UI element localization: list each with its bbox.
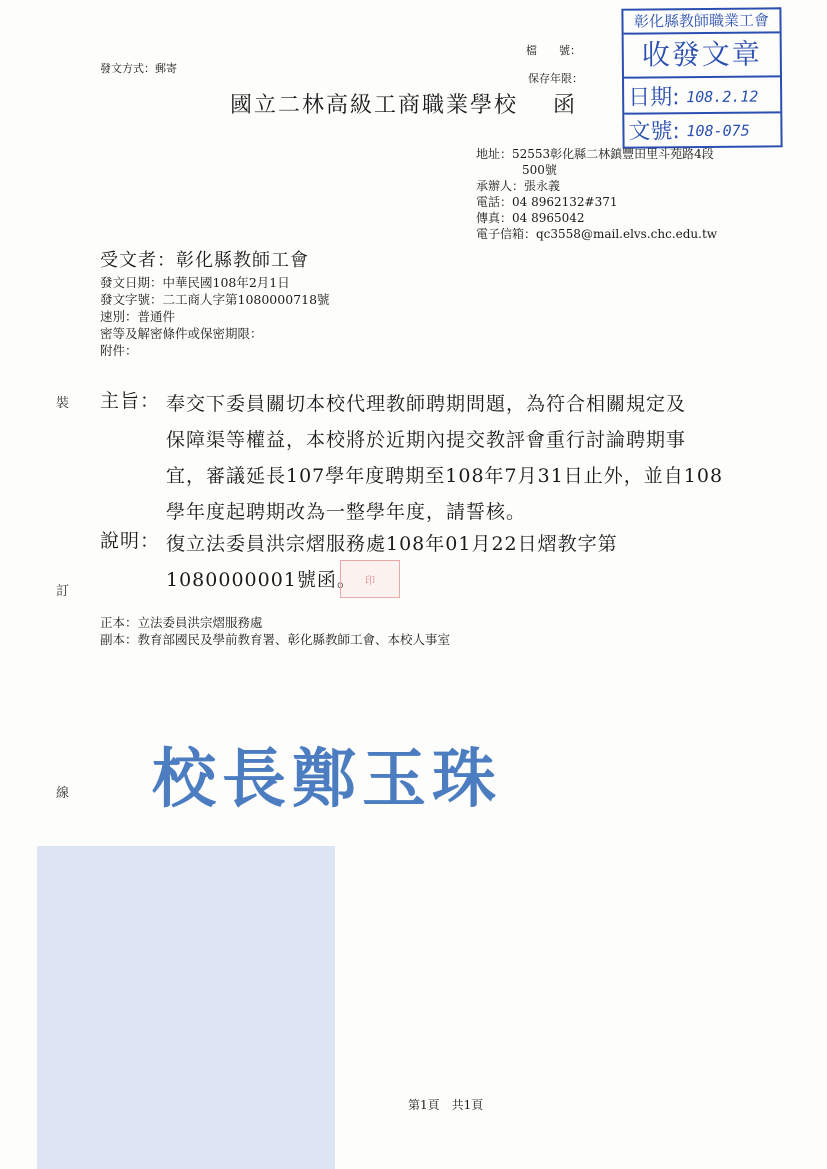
explanation-line: 復立法委員洪宗熠服務處108年01月22日熠教字第 [166,533,618,555]
send-number: 發文字號：二工商人字第1080000718號 [100,292,330,307]
file-number-label: 檔 號： [526,44,581,57]
contact-fax: 傳真：04 8965042 [476,211,585,225]
page-footer: 第1頁 共1頁 [408,1098,484,1112]
binding-mark-1: 裝 [56,396,70,411]
secret-level: 密等及解密條件或保密期限： [100,326,263,341]
contact-email: 電子信箱：qc3558@mail.elvs.chc.edu.tw [476,227,718,241]
binding-mark-3: 線 [56,786,70,801]
stamp-number-value: 108-075 [686,121,750,141]
stamp-heading: 收發文章 [624,33,780,78]
page-title [230,88,577,119]
subject-line: 保障渠等權益，本校將於近期內提交教評會重行討論聘期事 [166,429,687,451]
speed: 速別：普通件 [100,309,176,324]
contact-phone: 電話：04 8962132#371 [476,195,618,209]
stamp-org: 彰化縣教師職業工會 [623,9,779,34]
attachment: 附件： [100,343,138,358]
official-seal [340,560,400,598]
distribution-copy: 副本：教育部國民及學前教育署、彰化縣教師工會、本校人事室 [100,632,451,647]
contact-handler: 承辦人：張永義 [476,179,561,193]
binding-mark-2: 訂 [56,584,70,599]
contact-address: 地址：52553彰化縣二林鎮豐田里斗苑路4段 [476,147,714,161]
subject-line: 學年度起聘期改為一整學年度，請誓核。 [166,501,527,523]
doc-type: 函 [553,93,578,118]
seal-text: 印 [365,575,375,587]
contact-address-2: 500號 [522,163,557,177]
retention-label: 保存年限： [528,72,583,85]
subject-line: 宜，審議延長107學年度聘期至108年7月31日止外，並自108 [166,465,724,487]
stamp-date-label: 日期: [628,85,680,111]
send-method: 發文方式：郵寄 [100,62,177,75]
stamp-date-value: 108.2.12 [686,87,759,107]
document-meta [100,274,330,359]
subject-label: 主旨： [100,390,161,412]
recipient: 受文者：彰化縣教師工會 [100,250,309,271]
explanation-label: 說明： [100,530,161,552]
explanation-line: 1080000001號函。 [166,569,357,591]
school-name: 國立二林高級工商職業學校 [230,93,519,118]
send-date: 發文日期：中華民國108年2月1日 [100,275,290,290]
receipt-stamp [621,7,782,148]
subject-body [166,386,723,530]
contact-block [476,146,717,242]
principal-signature: 校長鄭玉珠 [152,742,502,817]
subject-line: 奉交下委員關切本校代理教師聘期問題，為符合相關規定及 [166,393,687,415]
distribution-main: 正本：立法委員洪宗熠服務處 [100,615,263,630]
stamp-number-row [624,113,780,144]
redaction-block [37,846,335,1169]
distribution [100,614,450,648]
stamp-date-row [624,77,780,114]
stamp-number-label: 文號: [628,119,680,145]
